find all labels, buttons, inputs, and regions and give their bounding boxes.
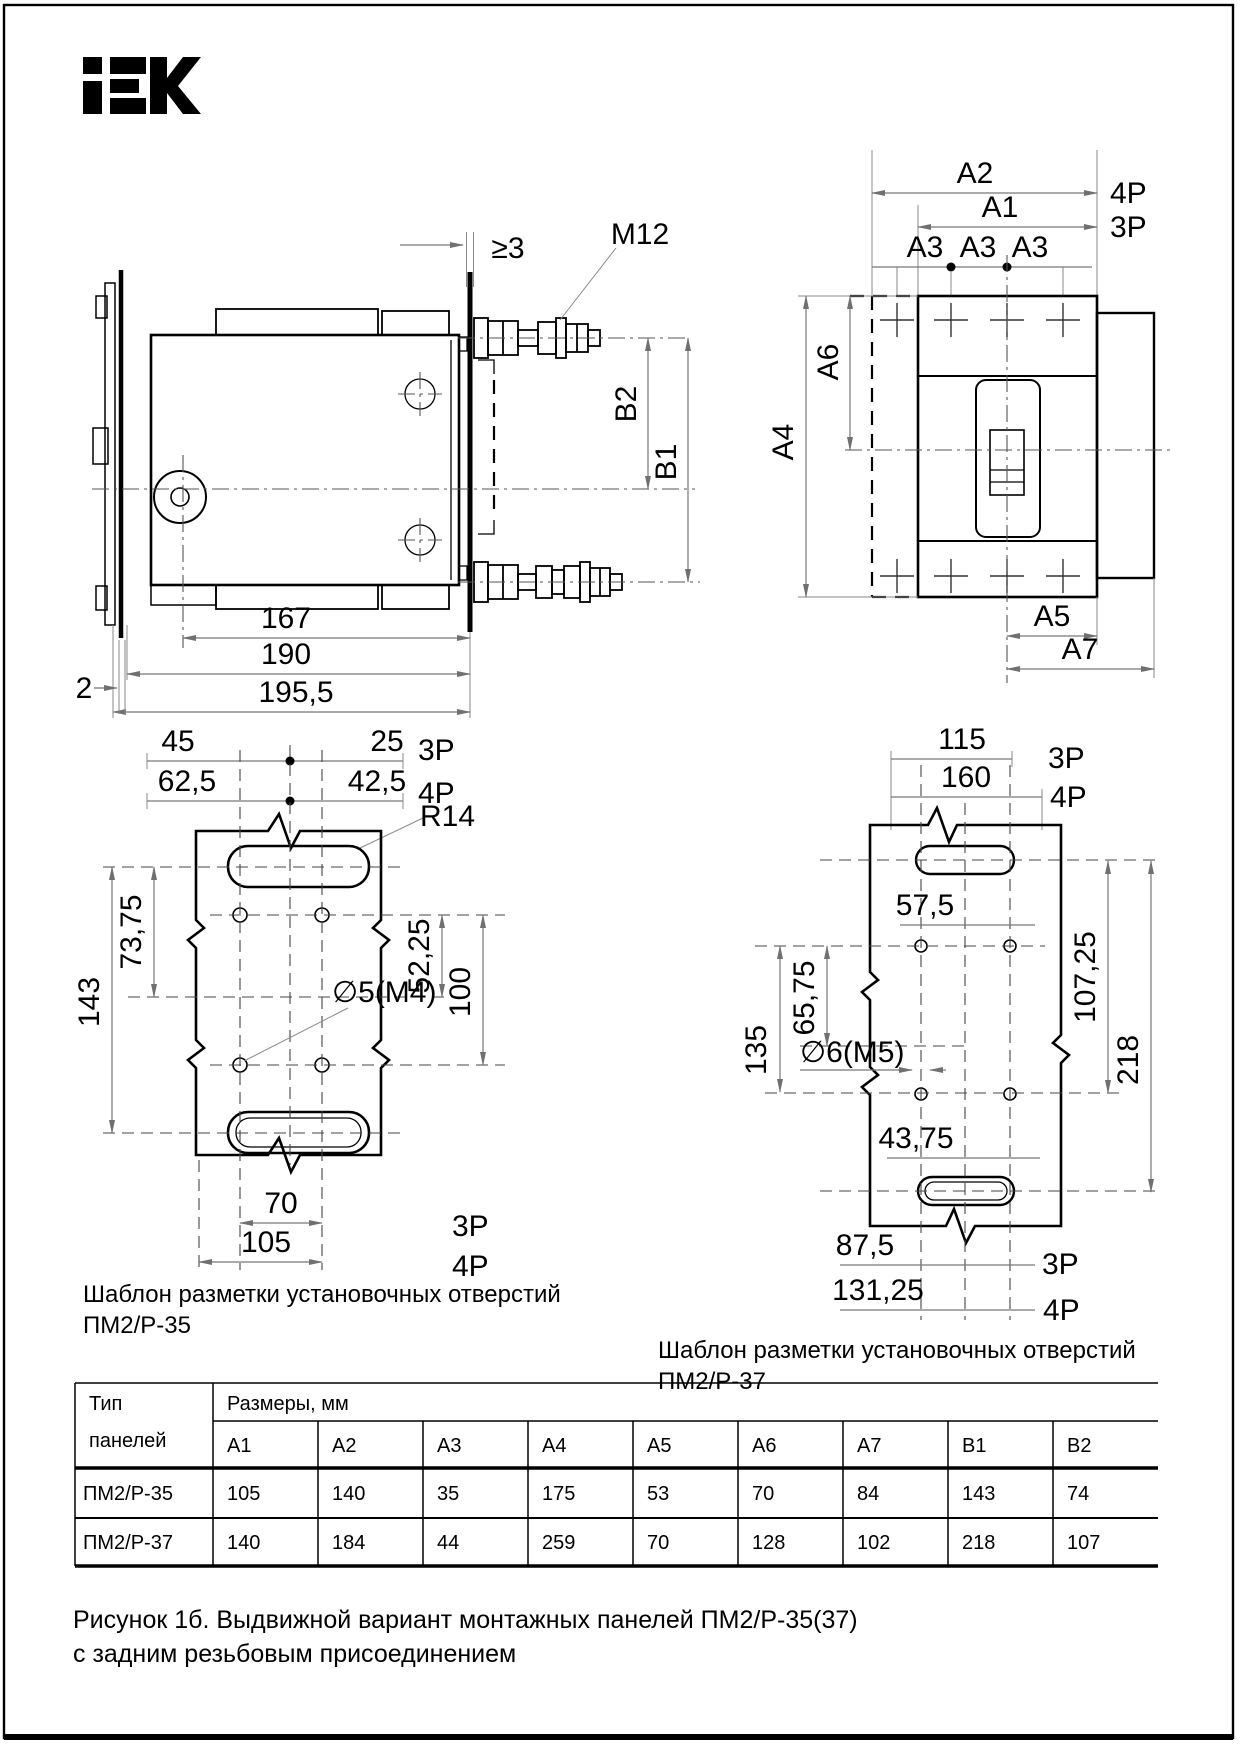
dim-a3-label-1: A3 (906, 231, 944, 264)
pole-4p-bottom-label: 4P (452, 1250, 489, 1283)
dim-100-label: 100 (444, 966, 477, 1018)
dim-b1-label: B1 (650, 443, 683, 481)
logo-e-mid (110, 79, 139, 93)
side-view-drawing (76, 218, 700, 718)
table-cell: 128 (752, 1532, 786, 1554)
dim-57-5-label: 57,5 (895, 889, 955, 922)
table-col-type-line1: Тип (89, 1393, 123, 1415)
pole-4p-top-label: 4P (418, 777, 455, 810)
table-col-sizes: Размеры, мм (227, 1393, 349, 1415)
dim-87-5-label: 87,5 (835, 1229, 895, 1262)
pole-3p-label: 3P (1110, 211, 1147, 244)
table-cell: 140 (227, 1532, 261, 1554)
table-cell: 70 (752, 1483, 775, 1505)
dim-131-25-label: 131,25 (832, 1274, 924, 1307)
figure-caption (73, 1606, 858, 1668)
table-cell: 143 (962, 1483, 996, 1505)
table-header-b1: B1 (962, 1435, 987, 1457)
pole-4p-bottom-label-37: 4P (1043, 1294, 1080, 1327)
logo-e-top (110, 57, 146, 74)
template-35-caption-line1: Шаблон разметки установочных отверстий (83, 1281, 561, 1308)
table-cell: 70 (647, 1532, 670, 1554)
logo-i-dot (83, 57, 102, 74)
hole-diameter-label: ∅5(M4) (332, 976, 437, 1009)
fixing-hole-marks (398, 372, 442, 562)
gap-min-label: ≥3 (491, 232, 525, 265)
template-35-caption-line2: ПМ2/Р-35 (83, 1312, 191, 1339)
front-view-drawing (767, 150, 1175, 683)
page-border (4, 5, 1233, 1738)
table-header-b2: B2 (1067, 1435, 1092, 1457)
pole-3p-top-label-37: 3P (1048, 742, 1085, 775)
table-header-a6: A6 (752, 1435, 777, 1457)
dim-42-5-label: 42,5 (347, 765, 407, 798)
dim-73-75-label: 73,75 (115, 894, 148, 970)
table-cell: 44 (437, 1532, 460, 1554)
dim-167-label: 167 (260, 602, 312, 635)
dim-a3-label-2: A3 (959, 231, 997, 264)
pole-3p-bottom-label: 3P (452, 1210, 489, 1243)
dim-2-label: 2 (75, 672, 93, 705)
dim-65-75-label: 65,75 (788, 960, 821, 1036)
table-cell: 102 (857, 1532, 891, 1554)
table-cell: 218 (962, 1532, 996, 1554)
table-cell: 175 (542, 1483, 576, 1505)
dimensions-table (75, 1383, 1158, 1566)
table-col-type-line2: панелей (89, 1430, 167, 1452)
pole-3p-bottom-label-37: 3P (1042, 1248, 1079, 1281)
terminal-cross-marks (880, 303, 1080, 593)
table-cell: 53 (647, 1483, 670, 1505)
table-cell: 259 (542, 1532, 576, 1554)
table-header-row (227, 1435, 1091, 1457)
dim-190-label: 190 (260, 638, 312, 671)
template-37-caption-line2: ПМ2/Р-37 (658, 1368, 766, 1395)
table-header-a5: A5 (647, 1435, 672, 1457)
dim-160-label: 160 (940, 761, 992, 794)
logo-i-body (83, 81, 102, 114)
dim-45-label: 45 (161, 725, 195, 758)
table-row-pm2-r-35 (83, 1483, 1089, 1505)
pole-3p-top-label: 3P (418, 734, 455, 767)
dim-b2-label: B2 (610, 385, 643, 423)
template-pm2-r-35 (73, 725, 561, 1339)
logo-k (150, 57, 201, 114)
table-row-type: ПМ2/Р-37 (83, 1532, 173, 1554)
dim-a5-label: A5 (1033, 600, 1071, 633)
template-37-caption-line1: Шаблон разметки установочных отверстий (658, 1337, 1136, 1364)
dim-a2-label: A2 (956, 157, 994, 190)
table-header-a7: A7 (857, 1435, 882, 1457)
table-cell: 107 (1067, 1532, 1101, 1554)
dim-218-label: 218 (1112, 1034, 1145, 1086)
radius-r14-label: R14 (420, 800, 476, 833)
table-row-type: ПМ2/Р-35 (83, 1483, 173, 1505)
dim-143-label: 143 (73, 976, 106, 1028)
table-header-a4: A4 (542, 1435, 567, 1457)
dim-43-75-label: 43,75 (878, 1122, 954, 1155)
iek-logo (83, 57, 201, 114)
dim-52-25-label: 52,25 (403, 918, 436, 994)
pole-4p-label: 4P (1110, 177, 1147, 210)
dim-70-label: 70 (264, 1187, 298, 1220)
template-pm2-r-37 (658, 723, 1160, 1395)
dim-a6-label: A6 (812, 343, 845, 381)
figure-caption-line1: Рисунок 1б. Выдвижной вариант монтажных панелей ПМ2/Р-35(37) (73, 1606, 858, 1634)
dim-62-5-label: 62,5 (157, 765, 217, 798)
dim-135-label: 135 (740, 1024, 773, 1076)
hole-diameter-label-37: ∅6(M5) (800, 1036, 905, 1069)
figure-caption-line2: с задним резьбовым присоединением (73, 1640, 517, 1668)
dim-25-label: 25 (370, 725, 404, 758)
dim-a3-label-3: A3 (1011, 231, 1049, 264)
table-header-a1: A1 (227, 1435, 252, 1457)
dim-a4-label: A4 (767, 423, 800, 461)
dim-107-25-label: 107,25 (1069, 931, 1102, 1023)
table-cell: 140 (332, 1483, 366, 1505)
table-cell: 105 (227, 1483, 261, 1505)
pole-4p-top-label-37: 4P (1050, 781, 1087, 814)
dim-105-label: 105 (240, 1226, 292, 1259)
logo-e-bottom (110, 98, 146, 114)
dim-a7-label: A7 (1061, 633, 1099, 666)
table-cell: 184 (332, 1532, 366, 1554)
dim-115-label: 115 (938, 723, 986, 756)
bolt-thread-label: M12 (610, 218, 670, 251)
table-header-a3: A3 (437, 1435, 462, 1457)
table-cell: 74 (1067, 1483, 1090, 1505)
dim-195-5-label: 195,5 (258, 676, 334, 709)
table-cell: 84 (857, 1483, 880, 1505)
table-header-a2: A2 (332, 1435, 357, 1457)
dim-a1-label: A1 (981, 191, 1019, 224)
table-cell: 35 (437, 1483, 460, 1505)
